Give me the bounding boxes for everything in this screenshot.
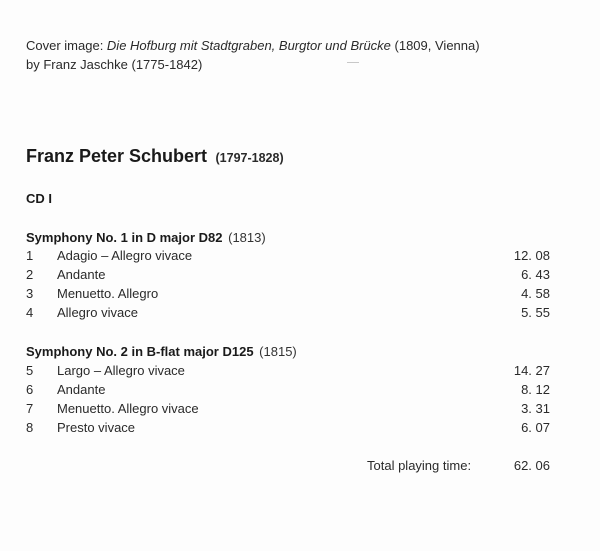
track-row [26,267,550,286]
track-duration: 12. 08 [513,248,550,263]
track-duration: 5. 55 [521,305,550,320]
track-number: 7 [26,401,34,416]
work-title [26,344,297,359]
track-number: 8 [26,420,34,435]
track-row [26,363,550,382]
track-row [26,305,550,324]
track-duration: 6. 07 [521,420,550,435]
total-label: Total playing time: [367,458,472,473]
track-title: Presto vivace [57,420,136,435]
track-number: 6 [26,382,34,397]
track-title: Menuetto. Allegro [57,286,159,301]
work-year: (1815) [259,344,297,359]
composer-heading [26,146,284,167]
cd-label: CD I [26,191,52,206]
track-duration: 4. 58 [521,286,550,301]
composer-dates: (1797-1828) [215,151,284,165]
work-title [26,230,266,245]
track-title: Adagio – Allegro vivace [57,248,193,263]
track-title: Andante [57,382,106,397]
track-duration: 14. 27 [513,363,550,378]
track-row [26,382,550,401]
painting-title: Die Hofburg mit Stadtgraben, Burgtor und Brücke [106,38,391,53]
track-title: Menuetto. Allegro vivace [57,401,199,416]
track-row [26,248,550,267]
total-value: 62. 06 [513,458,550,473]
track-number: 2 [26,267,34,282]
track-row [26,420,550,439]
decorative-mark [347,62,359,63]
cover-image-credit [26,36,566,74]
track-duration: 8. 12 [521,382,550,397]
track-number: 4 [26,305,34,320]
track-title: Allegro vivace [57,305,138,320]
track-title: Largo – Allegro vivace [57,363,185,378]
credit-line-2: by Franz Jaschke (1775-1842) [26,57,203,72]
track-number: 1 [26,248,34,263]
track-duration: 3. 31 [521,401,550,416]
work-title-text: Symphony No. 1 in D major D82 [26,230,223,245]
work-year: (1813) [228,230,266,245]
track-number: 3 [26,286,34,301]
credit-line-1 [26,36,566,55]
credit-prefix: Cover image: [26,38,107,53]
track-number: 5 [26,363,34,378]
track-row [26,286,550,305]
track-title: Andante [57,267,106,282]
track-duration: 6. 43 [521,267,550,282]
track-row [26,401,550,420]
work-title-text: Symphony No. 2 in B-flat major D125 [26,344,254,359]
credit-suffix: (1809, Vienna) [390,38,480,53]
composer-name: Franz Peter Schubert [26,146,208,166]
